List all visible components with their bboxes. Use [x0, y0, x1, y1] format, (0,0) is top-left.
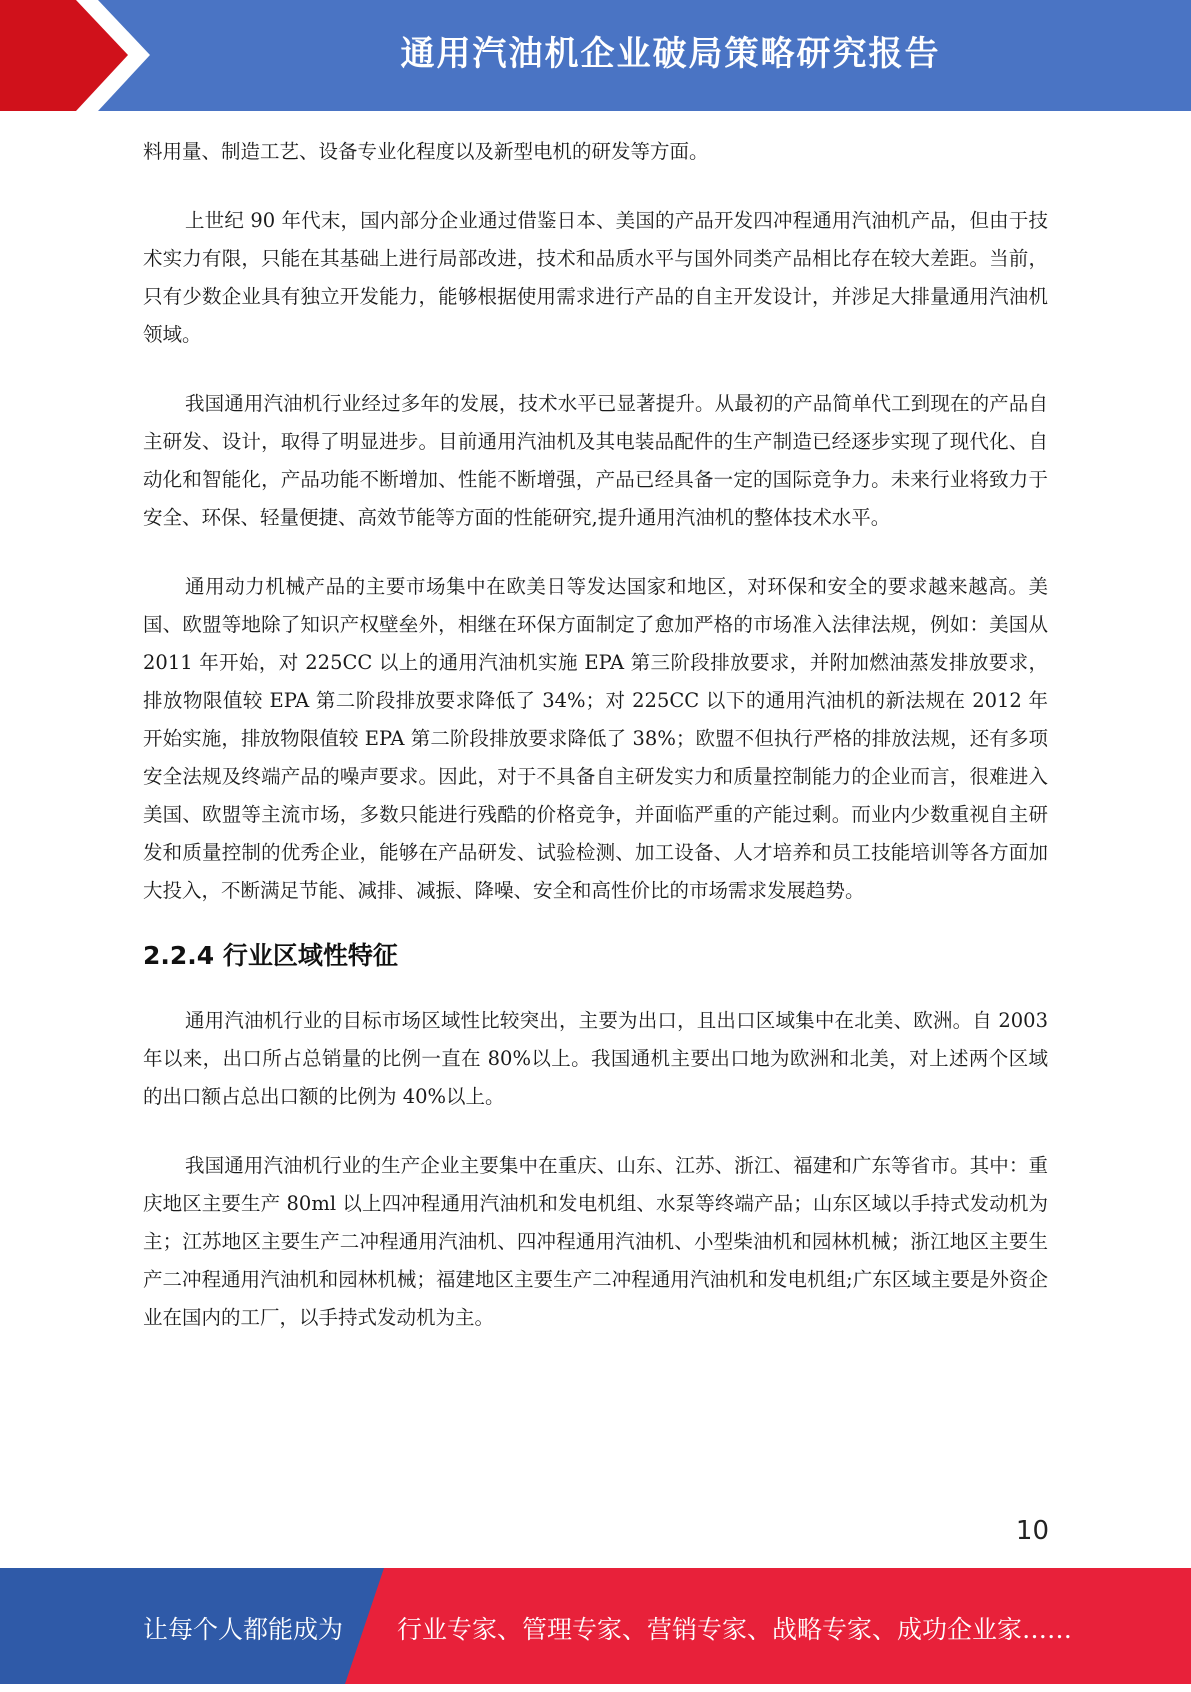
report-title: 通用汽油机企业破局策略研究报告 [400, 34, 941, 74]
page-footer [0, 1568, 1191, 1684]
paragraph-tech-history: 上世纪 90 年代末，国内部分企业通过借鉴日本、美国的产品开发四冲程通用汽油机产品，但由于技术实力有限，只能在其基础上进行局部改进，技术和品质水平与国外同类产品相比存在较大差距。当前，只有少数企业具有独立开发能力，能够根据使用需求进行产品的自主开发设计，并涉足大排量通用汽油机领域。 [143, 209, 1048, 346]
page-header [0, 0, 1191, 111]
paragraph-production-region: 我国通用汽油机行业的生产企业主要集中在重庆、山东、江苏、浙江、福建和广东等省市。其中：重庆地区主要生产 80ml 以上四冲程通用汽油机和发电机组、水泵等终端产品；山东区域以手持式发动机为主；江苏地区主要生产二冲程通用汽油机、四冲程通用汽油机、小型柴油机和园林机械；浙江地区主要生产二冲程通用汽油机和园林机械；福建地区主要生产二冲程通用汽油机和发电机组;广东区域主要是外资企业在国内的工厂，以手持式发动机为主。 [143, 1154, 1048, 1329]
page-number: 10 [1015, 1516, 1049, 1546]
footer-slogan-right: 行业专家、管理专家、营销专家、战略专家、成功企业家…… [397, 1615, 1073, 1644]
paragraph-export-region: 通用汽油机行业的目标市场区域性比较突出，主要为出口，且出口区域集中在北美、欧洲。自 2003 年以来，出口所占总销量的比例一直在 80%以上。我国通机主要出口地为欧洲和北美，对上述两个区域的出口额占总出口额的比例为 40%以上。 [143, 1009, 1048, 1108]
paragraph-tech-level: 我国通用汽油机行业经过多年的发展，技术水平已显著提升。从最初的产品简单代工到现在的产品自主研发、设计，取得了明显进步。目前通用汽油机及其电装品配件的生产制造已经逐步实现了现代化、自动化和智能化，产品功能不断增加、性能不断增强，产品已经具备一定的国际竞争力。未来行业将致力于安全、环保、轻量便捷、高效节能等方面的性能研究,提升通用汽油机的整体技术水平。 [143, 392, 1048, 529]
paragraph-continued: 料用量、制造工艺、设备专业化程度以及新型电机的研发等方面。 [143, 140, 709, 163]
footer-slogan-left: 让每个人都能成为 [143, 1615, 344, 1644]
header-chevron-decoration [0, 0, 160, 111]
document-body [143, 133, 1048, 1337]
section-heading: 2.2.4 行业区域性特征 [143, 941, 398, 970]
paragraph-market-regulation: 通用动力机械产品的主要市场集中在欧美日等发达国家和地区，对环保和安全的要求越来越高。美国、欧盟等地除了知识产权壁垒外，相继在环保方面制定了愈加严格的市场准入法律法规，例如：美国从 2011 年开始，对 225CC 以上的通用汽油机实施 EPA 第三阶段排放要求，并附加燃油蒸发排放要求，排放物限值较 EPA 第二阶段排放要求降低了 34%；对 225CC 以下的通用汽油机的新法规在 2012 年开始实施，排放物限值较 EPA 第二阶段排放要求降低了 38%；欧盟不但执行严格的排放法规，还有多项安全法规及终端产品的噪声要求。因此，对于不具备自主研发实力和质量控制能力的企业而言，很难进入美国、欧盟等主流市场，多数只能进行残酷的价格竞争，并面临严重的产能过剩。而业内少数重视自主研发和质量控制的优秀企业，能够在产品研发、试验检测、加工设备、人才培养和员工技能培训等各方面加大投入，不断满足节能、减排、减振、降噪、安全和高性价比的市场需求发展趋势。 [143, 575, 1048, 902]
